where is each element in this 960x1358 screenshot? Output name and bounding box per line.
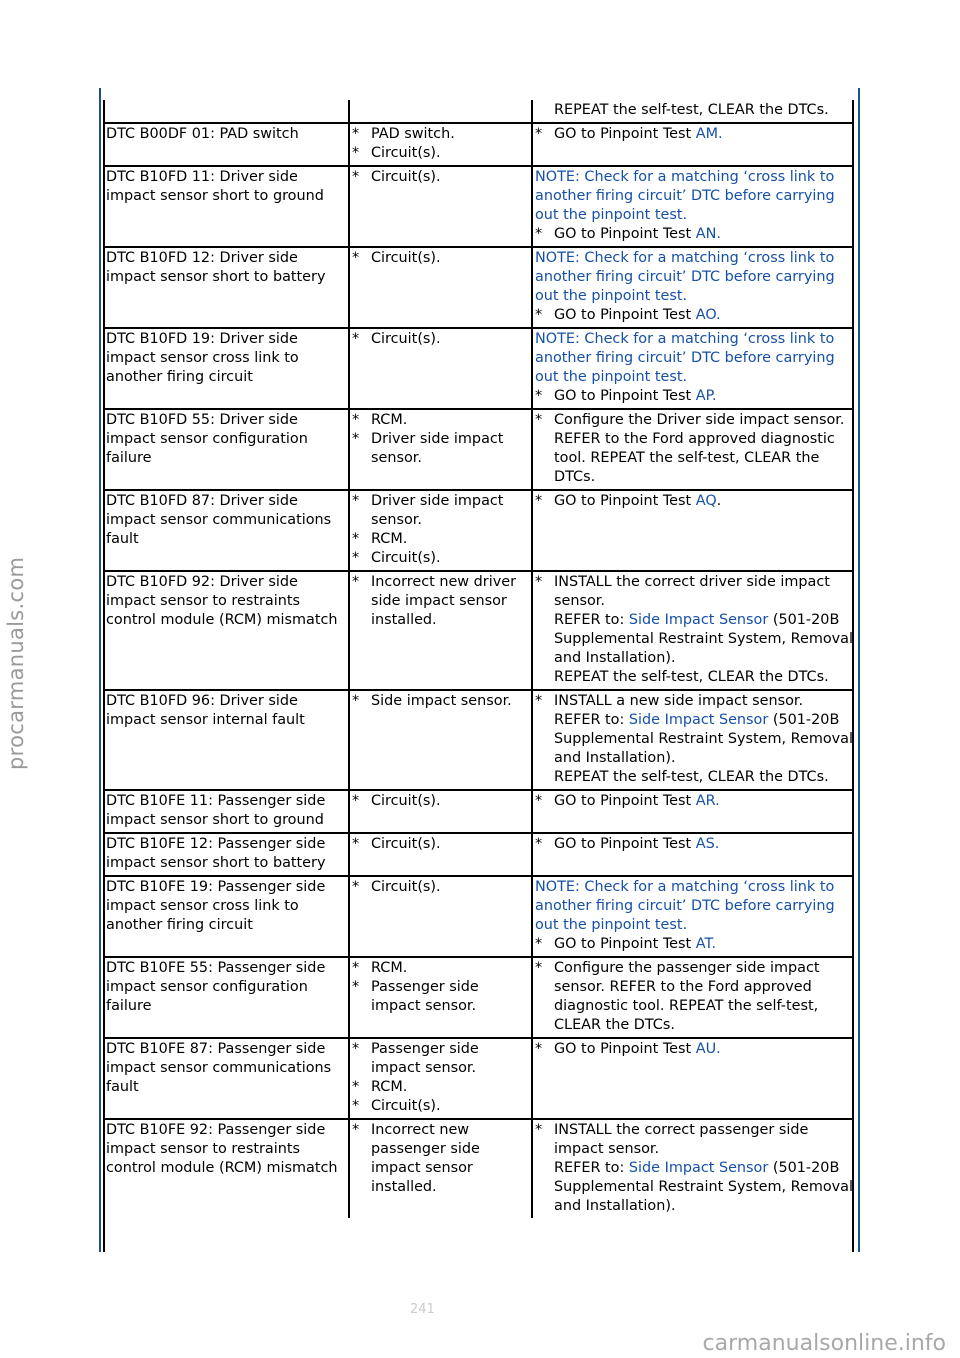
action-item xyxy=(535,411,853,487)
action-item xyxy=(535,1040,853,1059)
cause-text: Driver side impact sensor. xyxy=(371,431,504,466)
cause-item xyxy=(352,144,530,163)
cause-text: Circuit(s). xyxy=(371,169,441,185)
refer-line xyxy=(554,611,853,668)
action-text xyxy=(554,411,853,487)
pinpoint-test-link[interactable]: AU. xyxy=(695,1041,721,1057)
dtc-cell: DTC B10FD 96: Driver side impact sensor internal fault xyxy=(104,690,349,790)
action-cell xyxy=(532,247,854,328)
pinpoint-prefix: GO to Pinpoint Test xyxy=(554,126,696,142)
bullet-marker: * xyxy=(352,126,360,142)
bullet-marker: * xyxy=(535,1122,543,1138)
dtc-cell: DTC B10FE 55: Passenger side impact sensor configuration failure xyxy=(104,957,349,1038)
dtc-cell: DTC B10FE 92: Passenger side impact sensor to restraints control module (RCM) mismatch xyxy=(104,1119,349,1218)
pinpoint-prefix: GO to Pinpoint Test xyxy=(554,1041,696,1057)
bullet-marker: * xyxy=(352,145,360,161)
bullet-marker: * xyxy=(352,574,360,590)
cause-item xyxy=(352,249,530,268)
cause-text: Incorrect new passenger side impact sensor installed. xyxy=(371,1122,480,1195)
causes-cell xyxy=(349,1119,532,1218)
action-instruction: Configure the Driver side impact sensor. REFER to the Ford approved diagnostic tool. REPEAT the self-test, CLEAR the DTCs. xyxy=(554,412,845,485)
action-text xyxy=(554,1121,853,1216)
refer-rest: (501-20B Supplemental Restraint System, Removal and Installation). xyxy=(554,712,853,766)
bullet-marker: * xyxy=(352,169,360,185)
causes-cell xyxy=(349,571,532,690)
table-row xyxy=(104,571,854,690)
cause-item xyxy=(352,430,530,468)
bullet-marker: * xyxy=(535,388,543,404)
action-cell xyxy=(532,123,854,166)
causes-cell xyxy=(349,123,532,166)
table-row xyxy=(104,1038,854,1119)
table-row xyxy=(104,123,854,166)
cause-item xyxy=(352,549,530,568)
causes-cell xyxy=(349,1038,532,1119)
action-text: REPEAT the self-test, CLEAR the DTCs. xyxy=(554,102,829,118)
refer-label: REFER to: xyxy=(554,712,629,728)
action-cell xyxy=(532,166,854,247)
cause-text: Driver side impact sensor. xyxy=(371,493,504,528)
frame-line-right xyxy=(858,88,860,1252)
refer-label: REFER to: xyxy=(554,1160,629,1176)
dtc-cell xyxy=(104,100,349,123)
bullet-marker: * xyxy=(535,226,543,242)
pinpoint-prefix: GO to Pinpoint Test xyxy=(554,936,696,952)
pinpoint-test-link[interactable]: AS. xyxy=(695,836,720,852)
frame-line-left xyxy=(99,88,101,1252)
action-item xyxy=(535,935,853,954)
bullet-marker: * xyxy=(535,960,543,976)
refer-rest: (501-20B Supplemental Restraint System, Removal and Installation). xyxy=(554,1160,853,1214)
table-row xyxy=(104,1119,854,1218)
action-cell xyxy=(532,328,854,409)
cause-item xyxy=(352,168,530,187)
bullet-marker: * xyxy=(352,331,360,347)
action-text xyxy=(554,1040,853,1059)
pinpoint-prefix: GO to Pinpoint Test xyxy=(554,226,696,242)
bullet-marker: * xyxy=(535,126,543,142)
cause-text: RCM. xyxy=(371,531,408,547)
action-instruction: Configure the passenger side impact sensor. REFER to the Ford approved diagnostic tool. REPEAT the self-test, CLEAR the DTCs. xyxy=(554,960,820,1033)
causes-cell xyxy=(349,957,532,1038)
dtc-cell: DTC B10FE 87: Passenger side impact sensor communications fault xyxy=(104,1038,349,1119)
side-impact-sensor-link[interactable]: Side Impact Sensor xyxy=(628,1160,769,1176)
cause-text: Circuit(s). xyxy=(371,879,441,895)
action-item xyxy=(535,225,853,244)
cause-item xyxy=(352,692,530,711)
bullet-marker: * xyxy=(352,1122,360,1138)
install-instruction: INSTALL a new side impact sensor. xyxy=(554,693,804,709)
table-row xyxy=(104,328,854,409)
cause-text: Circuit(s). xyxy=(371,331,441,347)
bullet-marker: * xyxy=(535,307,543,323)
dtc-cell: DTC B00DF 01: PAD switch xyxy=(104,123,349,166)
cause-item xyxy=(352,492,530,530)
pinpoint-test-link[interactable]: AR. xyxy=(695,793,720,809)
cause-text: Circuit(s). xyxy=(371,836,441,852)
dtc-cell: DTC B10FD 92: Driver side impact sensor to restraints control module (RCM) mismatch xyxy=(104,571,349,690)
pinpoint-test-link[interactable]: AO. xyxy=(695,307,721,323)
cause-item xyxy=(352,411,530,430)
pinpoint-prefix: GO to Pinpoint Test xyxy=(554,793,696,809)
dtc-cell: DTC B10FE 12: Passenger side impact sensor short to battery xyxy=(104,833,349,876)
causes-cell xyxy=(349,100,532,123)
causes-cell xyxy=(349,690,532,790)
dtc-cell: DTC B10FE 19: Passenger side impact sensor cross link to another firing circuit xyxy=(104,876,349,957)
pinpoint-prefix: GO to Pinpoint Test xyxy=(554,836,696,852)
table-row xyxy=(104,100,854,123)
note-text: NOTE: Check for a matching ‘cross link to another firing circuit’ DTC before carrying out the pinpoint test. xyxy=(535,331,835,385)
action-text xyxy=(554,935,853,954)
causes-cell xyxy=(349,876,532,957)
install-instruction: INSTALL the correct driver side impact sensor. xyxy=(554,574,830,609)
after-instruction: REPEAT the self-test, CLEAR the DTCs. xyxy=(554,769,829,785)
dtc-table xyxy=(104,100,854,1218)
bullet-marker: * xyxy=(535,836,543,852)
table-row xyxy=(104,409,854,490)
action-item xyxy=(535,492,853,511)
action-cell xyxy=(532,490,854,571)
action-cell xyxy=(532,571,854,690)
table-row xyxy=(104,490,854,571)
action-text xyxy=(554,792,853,811)
after-instruction: REPEAT the self-test, CLEAR the DTCs. xyxy=(554,669,829,685)
causes-cell xyxy=(349,833,532,876)
action-cell xyxy=(532,1038,854,1119)
cause-text: Side impact sensor. xyxy=(371,693,512,709)
cause-text: Circuit(s). xyxy=(371,793,441,809)
action-item xyxy=(535,573,853,687)
action-item xyxy=(535,792,853,811)
action-text xyxy=(554,835,853,854)
dtc-table-body xyxy=(104,100,854,1218)
dtc-cell: DTC B10FD 12: Driver side impact sensor short to battery xyxy=(104,247,349,328)
causes-cell xyxy=(349,328,532,409)
bullet-marker: * xyxy=(352,979,360,995)
cause-text: Circuit(s). xyxy=(371,550,441,566)
install-instruction: INSTALL the correct passenger side impact sensor. xyxy=(554,1122,809,1157)
note-text: NOTE: Check for a matching ‘cross link to another firing circuit’ DTC before carrying out the pinpoint test. xyxy=(535,169,835,223)
action-cell xyxy=(532,957,854,1038)
table-row xyxy=(104,790,854,833)
cause-text: PAD switch. xyxy=(371,126,455,142)
table-row xyxy=(104,957,854,1038)
bullet-marker: * xyxy=(352,531,360,547)
bullet-marker: * xyxy=(535,1041,543,1057)
causes-cell xyxy=(349,409,532,490)
cause-item xyxy=(352,573,530,630)
dtc-cell: DTC B10FD 55: Driver side impact sensor configuration failure xyxy=(104,409,349,490)
bullet-marker: * xyxy=(535,412,543,428)
cause-text: Passenger side impact sensor. xyxy=(371,979,479,1014)
action-text xyxy=(554,125,853,144)
pinpoint-prefix: GO to Pinpoint Test xyxy=(554,493,696,509)
bullet-marker: * xyxy=(352,960,360,976)
bullet-marker: * xyxy=(535,574,543,590)
action-text xyxy=(554,492,853,511)
pinpoint-test-link[interactable]: AQ xyxy=(695,493,717,509)
action-text xyxy=(554,387,853,406)
bullet-marker: * xyxy=(352,1041,360,1057)
bullet-marker: * xyxy=(352,1079,360,1095)
dtc-cell: DTC B10FD 87: Driver side impact sensor communications fault xyxy=(104,490,349,571)
refer-line xyxy=(554,711,853,768)
bullet-marker: * xyxy=(352,250,360,266)
table-row xyxy=(104,690,854,790)
bullet-marker: * xyxy=(352,431,360,447)
action-item xyxy=(535,835,853,854)
action-cell xyxy=(532,1119,854,1218)
action-item xyxy=(535,692,853,787)
pinpoint-prefix: GO to Pinpoint Test xyxy=(554,307,696,323)
cause-item xyxy=(352,835,530,854)
refer-rest: (501-20B Supplemental Restraint System, Removal and Installation). xyxy=(554,612,853,666)
bullet-marker: * xyxy=(352,412,360,428)
action-cell xyxy=(532,100,854,123)
cause-item xyxy=(352,792,530,811)
pinpoint-test-link[interactable]: AP. xyxy=(695,388,717,404)
table-row xyxy=(104,166,854,247)
note-text: NOTE: Check for a matching ‘cross link to another firing circuit’ DTC before carrying out the pinpoint test. xyxy=(535,250,835,304)
bullet-marker: * xyxy=(352,836,360,852)
cause-item xyxy=(352,978,530,1016)
causes-cell xyxy=(349,490,532,571)
dtc-cell: DTC B10FD 11: Driver side impact sensor short to ground xyxy=(104,166,349,247)
cause-item xyxy=(352,1097,530,1116)
action-cell xyxy=(532,409,854,490)
action-text xyxy=(554,306,853,325)
bullet-marker: * xyxy=(535,693,543,709)
cause-text: RCM. xyxy=(371,1079,408,1095)
cause-text: Passenger side impact sensor. xyxy=(371,1041,479,1076)
cause-item xyxy=(352,1040,530,1078)
bullet-marker: * xyxy=(352,693,360,709)
action-cell xyxy=(532,876,854,957)
table-row xyxy=(104,247,854,328)
bullet-marker: * xyxy=(352,793,360,809)
side-impact-sensor-link[interactable]: Side Impact Sensor xyxy=(628,712,769,728)
causes-cell xyxy=(349,790,532,833)
cause-item xyxy=(352,125,530,144)
cause-item xyxy=(352,530,530,549)
action-text xyxy=(554,225,853,244)
pinpoint-prefix: GO to Pinpoint Test xyxy=(554,388,696,404)
side-impact-sensor-link[interactable]: Side Impact Sensor xyxy=(628,612,769,628)
cause-item xyxy=(352,1078,530,1097)
table-row xyxy=(104,833,854,876)
causes-cell xyxy=(349,247,532,328)
action-cell xyxy=(532,790,854,833)
cause-item xyxy=(352,959,530,978)
table-row xyxy=(104,876,854,957)
cause-text: Circuit(s). xyxy=(371,145,441,161)
action-item xyxy=(535,125,853,144)
bottom-watermark: carmanualsonline.info xyxy=(702,1331,946,1356)
cause-text: Circuit(s). xyxy=(371,250,441,266)
bullet-marker: * xyxy=(352,1098,360,1114)
bullet-marker: * xyxy=(535,793,543,809)
bullet-marker: * xyxy=(535,493,543,509)
cause-text: Incorrect new driver side impact sensor installed. xyxy=(371,574,516,628)
action-text xyxy=(554,959,853,1035)
bullet-marker: * xyxy=(352,879,360,895)
causes-cell xyxy=(349,166,532,247)
pinpoint-suffix: . xyxy=(716,493,722,509)
cause-item xyxy=(352,1121,530,1197)
bullet-marker: * xyxy=(535,936,543,952)
action-cell xyxy=(532,690,854,790)
dtc-cell: DTC B10FE 11: Passenger side impact sensor short to ground xyxy=(104,790,349,833)
pinpoint-test-link[interactable]: AN. xyxy=(695,226,721,242)
refer-label: REFER to: xyxy=(554,612,629,628)
cause-text: RCM. xyxy=(371,412,408,428)
note-text: NOTE: Check for a matching ‘cross link to another firing circuit’ DTC before carrying out the pinpoint test. xyxy=(535,879,835,933)
cause-item xyxy=(352,878,530,897)
action-cell xyxy=(532,833,854,876)
action-item xyxy=(535,1121,853,1216)
side-watermark: procarmanuals.com xyxy=(4,556,28,770)
action-text xyxy=(554,573,853,687)
cause-text: Circuit(s). xyxy=(371,1098,441,1114)
action-item xyxy=(535,959,853,1035)
page-number: 241 xyxy=(410,1302,435,1317)
dtc-cell: DTC B10FD 19: Driver side impact sensor cross link to another firing circuit xyxy=(104,328,349,409)
bullet-marker: * xyxy=(352,493,360,509)
action-item xyxy=(535,387,853,406)
bullet-marker: * xyxy=(352,550,360,566)
pinpoint-test-link[interactable]: AM. xyxy=(695,126,723,142)
cause-text: RCM. xyxy=(371,960,408,976)
pinpoint-test-link[interactable]: AT. xyxy=(695,936,717,952)
action-item xyxy=(535,306,853,325)
cause-item xyxy=(352,330,530,349)
refer-line xyxy=(554,1159,853,1216)
action-text xyxy=(554,692,853,787)
